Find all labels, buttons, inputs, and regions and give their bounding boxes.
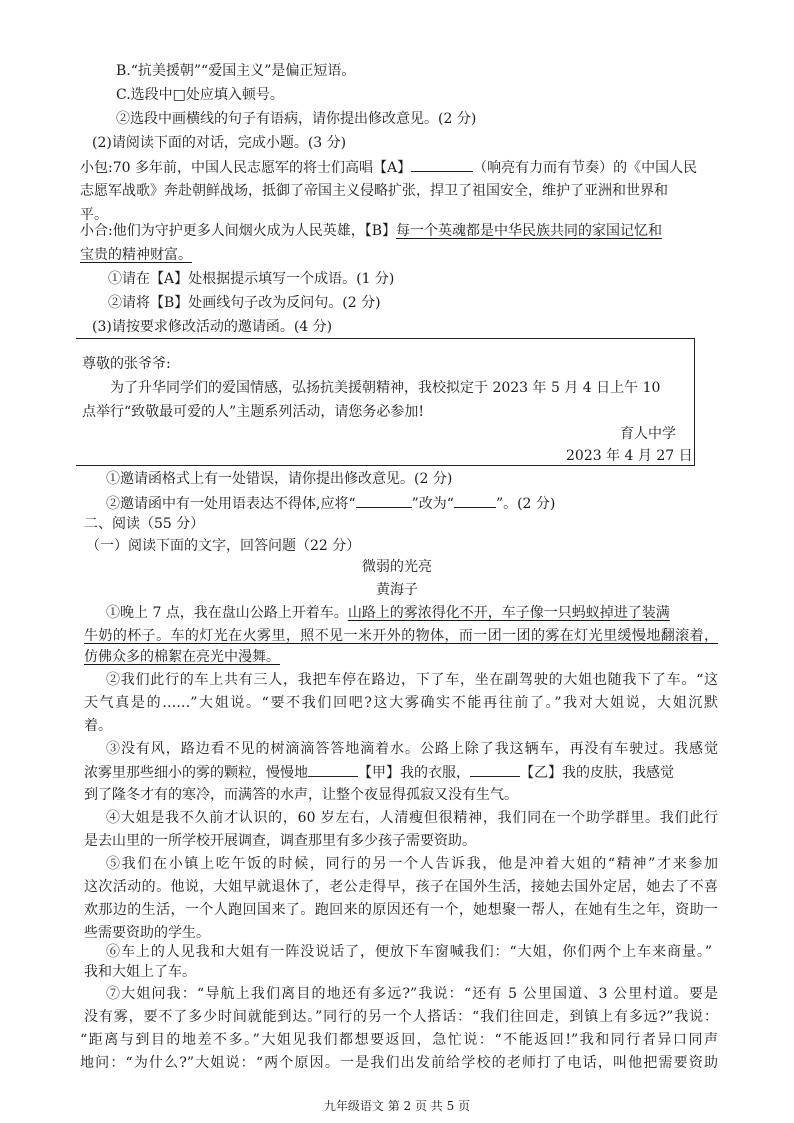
underlined-sentence: 牛奶的杯子。车的灯光在火雾里，照不见一米开外的物体，而一团一团的雾在灯光里缓慢地翻滚着， (84, 628, 718, 644)
question-heading-2: (2)请阅读下面的对话，完成小题。(3 分) (92, 135, 347, 151)
invitation-body: 点举行“致敬最可爱的人”主题系列活动，请您务必参加! (82, 404, 424, 420)
paragraph-line: ②我们此行的车上共有三人，我把车停在路边，下了车，坐在副驾驶的大姐也随我下了车。“这 (106, 672, 718, 688)
dialogue-line: 平。 (80, 207, 108, 223)
paragraph-line: 天气真是的……”大姐说。“要不我们回吧?这大雾确实不能再往前了。”我对大姐说，大姐沉默 (84, 695, 718, 711)
underlined-sentence: 仿佛众多的棉絮在亮光中漫舞。 (84, 649, 280, 665)
dialogue-text: （响亮有力而有节奏）的《中国人民 (473, 160, 698, 176)
dialogue-line (80, 221, 662, 241)
dialogue-line: 志愿军战歌》奔赴朝鲜战场，抵御了帝国主义侵略扩张，捍卫了祖国安全，维护了亚洲和世界和 (80, 183, 668, 199)
paragraph-line: 着。 (84, 718, 112, 734)
blank-a (411, 157, 473, 172)
invitation-salutation: 尊敬的张爷爷: (82, 356, 171, 372)
paragraph-line: 地问：“为什么?”大姐说：“两个原因。一是我们出发前给学校的老师打了电话，叫他把需要资助 (80, 1055, 718, 1071)
underlined-sentence: 山路上的雾浓得化不开，车子像一只蚂蚁掉进了装满 (347, 605, 670, 621)
paragraph-text: 【乙】我的皮肤，我感觉 (520, 765, 674, 781)
question-3-1: ①邀请函格式上有一处错误，请你提出修改意见。(2 分) (106, 471, 453, 487)
option-c: C.选段中□处应填入顿号。 (116, 87, 284, 103)
underlined-sentence: 每一个英魂都是中华民族共同的家国记忆和 (396, 223, 663, 239)
paragraph-line: 是去山里的一所学校开展调查，调查那里有多少孩子需要资助。 (84, 833, 476, 849)
blank-yi (470, 762, 520, 777)
blank-jia (308, 762, 358, 777)
blank-to (454, 493, 496, 508)
paragraph-line: 些需要资助的学生。 (84, 925, 210, 941)
question-text: ②邀请函中有一处用语表达不得体,应将“ (106, 496, 356, 512)
section-heading: 二、阅读（55 分） (84, 516, 205, 532)
paragraph-line: ⑦大姐问我：“导航上我们离目的地还有多远?”我说：“还有 5 公里国道、3 公里村道。要是 (106, 986, 718, 1002)
dialogue-text: 小包:70 多年前，中国人民志愿军的将士们高唱【A】 (80, 160, 412, 176)
underlined-sentence: 宝贵的精神财富。 (80, 247, 192, 263)
paragraph-line (106, 603, 670, 623)
question-2-1: ②选段中画横线的句子有语病，请你提出修改意见。(2 分) (116, 111, 477, 127)
invitation-signer: 育人中学 (620, 426, 676, 442)
paragraph-line: “距离与到目的地差不多。”大姐见我们都想要返回，急忙说：“不能返回!”我和同行者异口同声 (80, 1032, 718, 1048)
paragraph-line: 我和大姐上了车。 (84, 964, 196, 980)
paragraph-line: ③没有风，路边看不见的树滴滴答答地滴着水。公路上除了我这辆车，再没有车驶过。我感觉 (106, 741, 718, 757)
question-heading-3: (3)请按要求修改活动的邀请函。(4 分) (92, 319, 333, 335)
article-author: 黄海子 (376, 582, 418, 598)
option-b: B.“抗美援朝”“爱国主义”是偏正短语。 (116, 63, 356, 79)
subsection-heading: （一）阅读下面的文字，回答问题（22 分） (86, 538, 361, 554)
paragraph-line: ④大姐是我不久前才认识的，60 岁左右，人清瘦但很精神，我们同在一个助学群里。我们此行 (106, 810, 718, 826)
question-3-2 (106, 493, 555, 514)
paragraph-line: 没有雾，要不了多少时间就能到达。”同行的另一个人搭话：“我们往回走，到镇上有多远?”我说： (84, 1009, 718, 1025)
question-2-2-2: ②请将【B】处画线句子改为反问句。(2 分) (108, 295, 381, 311)
dialogue-line (80, 157, 697, 178)
blank-from (356, 493, 412, 508)
question-text: ”改为“ (411, 496, 454, 512)
paragraph-text: ①晚上 7 点，我在盘山公路上开着车。 (106, 605, 348, 621)
dialogue-text: 小合:他们为守护更多人间烟火成为人民英雄，【B】 (80, 223, 397, 239)
article-title: 微弱的光亮 (362, 559, 432, 575)
question-2-2-1: ①请在【A】处根据提示填写一个成语。(1 分) (108, 271, 395, 287)
paragraph-line (84, 762, 674, 783)
paragraph-text: 【甲】我的衣服， (358, 765, 470, 781)
invitation-date: 2023 年 4 月 27 日 (566, 448, 693, 464)
paragraph-line: ⑤我们在小镇上吃午饭的时候，同行的另一个人告诉我，他是冲着大姐的“精神”才来参加 (106, 856, 718, 872)
paragraph-line: 到了隆冬才有的寒冷，而满答的水声，让整个夜显得孤寂又没有生气。 (84, 787, 518, 803)
invitation-body: 为了升华同学们的爱国情感，弘扬抗美援朝精神，我校拟定于 2023 年 5 月 4 日上午 10 (110, 380, 661, 396)
paragraph-line: 这次活动的。他说，大姐早就退休了，老公走得早，孩子在国外生活，接她去国外定居，她去了不喜 (84, 879, 718, 895)
page-footer: 九年级语文 第 2 页 共 5 页 (323, 1099, 471, 1113)
paragraph-line: 欢那边的生活，一个人跑回国来了。跑回来的原因还有一个，她想聚一帮人，在她有生之年，资助一 (84, 902, 718, 918)
question-text: ”。(2 分) (495, 496, 556, 512)
paragraph-text: 浓雾里那些细小的雾的颗粒，慢慢地 (84, 765, 308, 781)
paragraph-line: ⑥车上的人见我和大姐有一阵没说话了，便放下车窗喊我们：“大姐，你们两个上车来商量。” (106, 944, 712, 960)
